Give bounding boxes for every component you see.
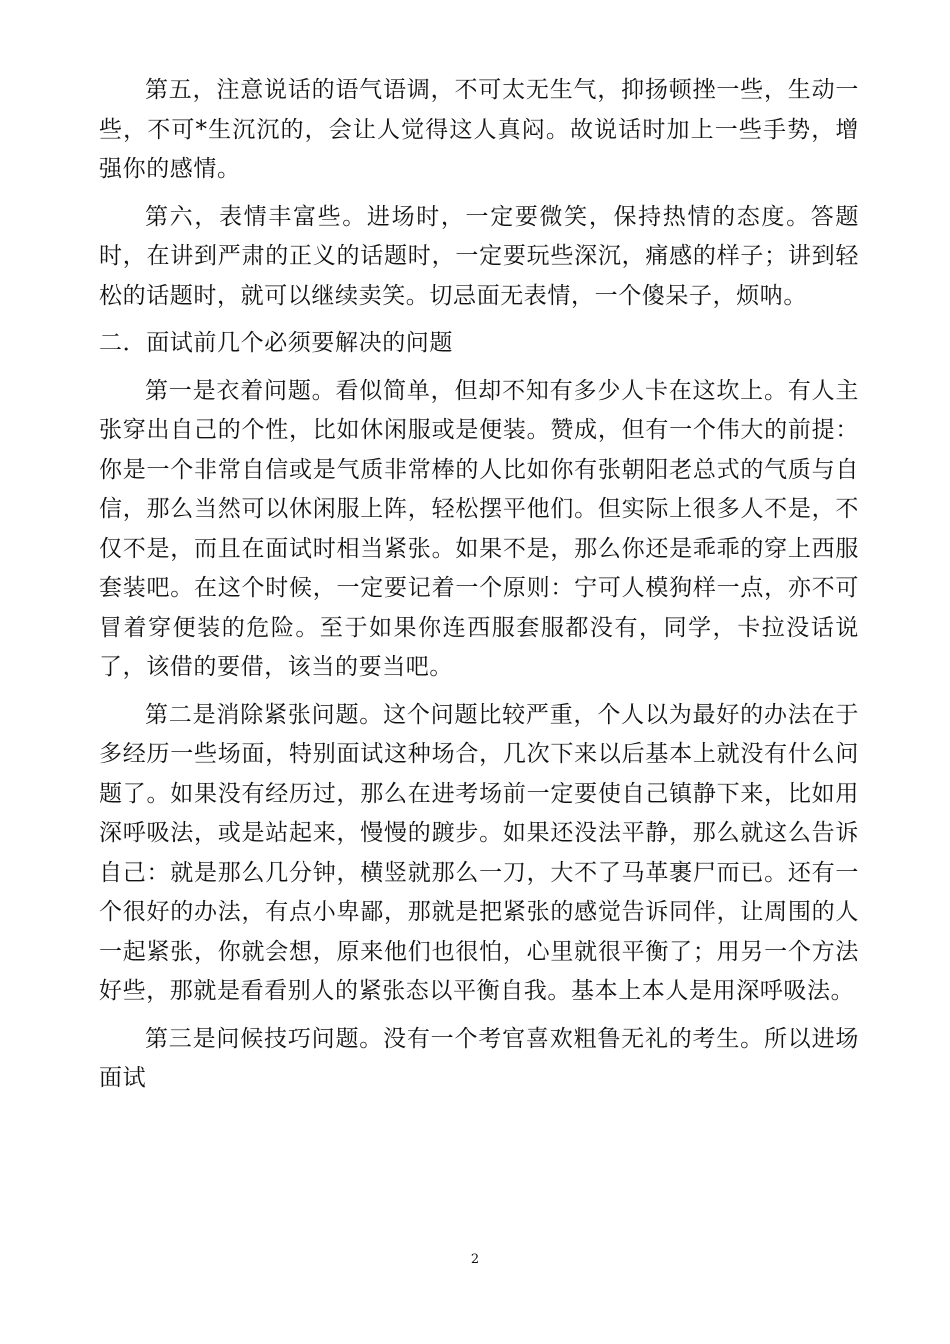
paragraph-greeting: 第三是问候技巧问题。没有一个考官喜欢粗鲁无礼的考生。所以进场面试 xyxy=(99,1025,859,1091)
paragraph-fifth-point: 第五，注意说话的语气语调，不可太无生气，抑扬顿挫一些，生动一些，不可*生沉沉的，会让人觉得这人真闷。故说话时加上一些手势，增强你的感情。 xyxy=(99,77,859,182)
page-number: 2 xyxy=(470,1252,480,1267)
paragraph-sixth-point: 第六，表情丰富些。进场时，一定要微笑，保持热情的态度。答题时，在讲到严肃的正义的话题时，一定要玩些深沉，痛感的样子；讲到轻松的话题时，就可以继续卖笑。切忌面无表情，一个傻呆子，烦呐。 xyxy=(99,203,859,309)
paragraph-clothing: 第一是衣着问题。看似简单，但却不知有多少人卡在这坎上。有人主张穿出自己的个性，比如休闲服或是便装。赞成，但有一个伟大的前提：你是一个非常自信或是气质非常棒的人比如你有张朝阳老总式的气质与自信，那么当然可以休闲服上阵，轻松摆平他们。但实际上很多人不是，不仅不是，而且在面试时相当紧张。如果不是，那么你还是乖乖的穿上西服套装吧。在这个时候，一定要记着一个原则：宁可人模狗样一点，亦不可冒着穿便装的危险。至于如果你连西服套服都没有，同学，卡拉没话说了，该借的要借，该当的要当吧。 xyxy=(99,377,859,680)
document-body xyxy=(99,71,859,1099)
section-heading: 二．面试前几个必须要解决的问题 xyxy=(99,330,453,356)
paragraph-nervousness: 第二是消除紧张问题。这个问题比较严重，个人以为最好的办法在于多经历一些场面，特别面试这种场合，几次下来以后基本上就没有什么问题了。如果没有经历过，那么在进考场前一定要使自己镇静下来，比如用深呼吸法，或是站起来，慢慢的踱步。如果还没法平静，那么就这么告诉自己：就是那么几分钟，横竖就那么一刀，大不了马革裹尸而已。还有一个很好的办法，有点小卑鄙，那就是把紧张的感觉告诉同伴，让周围的人一起紧张，你就会想，原来他们也很怕，心里就很平衡了；用另一个方法好些，那就是看看别人的紧张态以平衡自我。基本上本人是用深呼吸法。 xyxy=(99,701,859,1004)
